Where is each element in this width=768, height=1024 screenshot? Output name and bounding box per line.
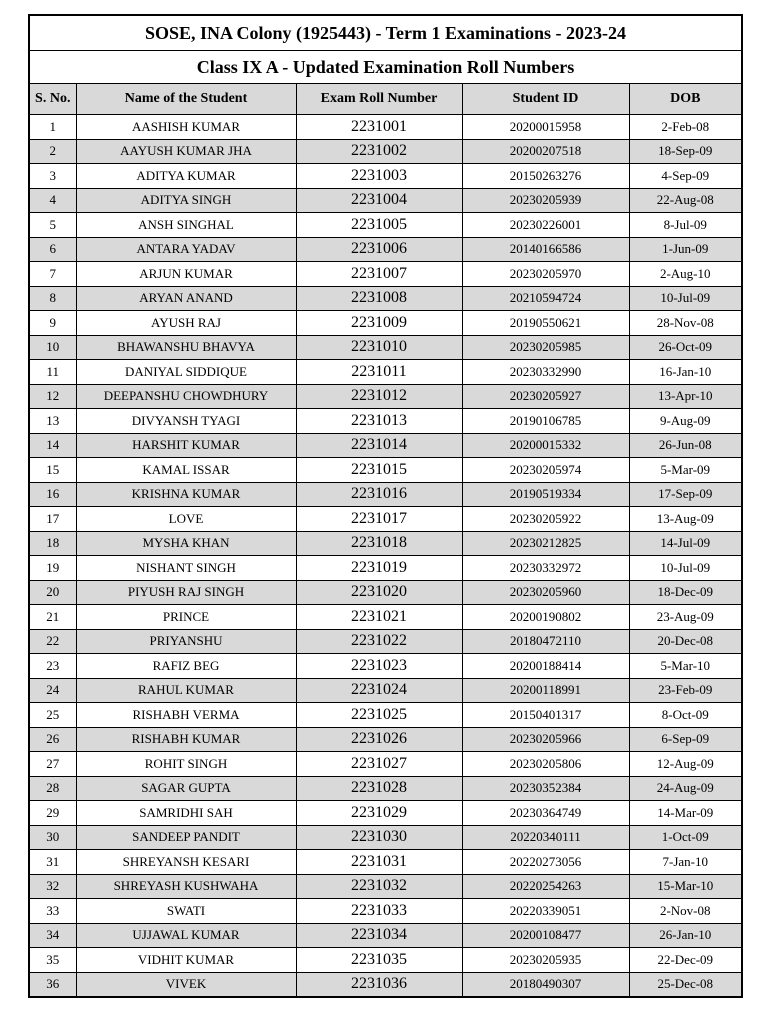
cell-student-id: 20230205939 <box>462 188 629 213</box>
cell-sno: 29 <box>29 801 76 826</box>
cell-student-id: 20220340111 <box>462 825 629 850</box>
cell-student-id: 20200015332 <box>462 433 629 458</box>
cell-name: MYSHA KHAN <box>76 531 296 556</box>
cell-sno: 36 <box>29 972 76 997</box>
cell-dob: 10-Jul-09 <box>629 556 742 581</box>
cell-roll: 2231008 <box>296 286 462 311</box>
cell-dob: 16-Jan-10 <box>629 360 742 385</box>
cell-sno: 19 <box>29 556 76 581</box>
cell-roll: 2231034 <box>296 923 462 948</box>
table-row <box>29 237 742 262</box>
table-row <box>29 899 742 924</box>
cell-name: ARYAN ANAND <box>76 286 296 311</box>
cell-roll: 2231010 <box>296 335 462 360</box>
cell-dob: 6-Sep-09 <box>629 727 742 752</box>
cell-sno: 15 <box>29 458 76 483</box>
column-header-roll: Exam Roll Number <box>296 84 462 115</box>
table-row <box>29 580 742 605</box>
cell-name: KAMAL ISSAR <box>76 458 296 483</box>
cell-name: ANTARA YADAV <box>76 237 296 262</box>
cell-name: PRIYANSHU <box>76 629 296 654</box>
table-row <box>29 703 742 728</box>
cell-student-id: 20230352384 <box>462 776 629 801</box>
cell-roll: 2231031 <box>296 850 462 875</box>
table-row <box>29 507 742 532</box>
cell-roll: 2231032 <box>296 874 462 899</box>
cell-dob: 1-Oct-09 <box>629 825 742 850</box>
cell-roll: 2231016 <box>296 482 462 507</box>
cell-dob: 14-Jul-09 <box>629 531 742 556</box>
cell-name: SHREYANSH KESARI <box>76 850 296 875</box>
cell-sno: 14 <box>29 433 76 458</box>
cell-roll: 2231001 <box>296 115 462 140</box>
roll-number-table <box>28 14 743 998</box>
cell-student-id: 20140166586 <box>462 237 629 262</box>
cell-dob: 26-Oct-09 <box>629 335 742 360</box>
cell-name: ADITYA SINGH <box>76 188 296 213</box>
cell-sno: 20 <box>29 580 76 605</box>
cell-name: SHREYASH KUSHWAHA <box>76 874 296 899</box>
cell-sno: 26 <box>29 727 76 752</box>
cell-sno: 5 <box>29 213 76 238</box>
cell-dob: 14-Mar-09 <box>629 801 742 826</box>
table-row <box>29 727 742 752</box>
cell-name: PIYUSH RAJ SINGH <box>76 580 296 605</box>
cell-name: VIDHIT KUMAR <box>76 948 296 973</box>
table-row <box>29 188 742 213</box>
cell-student-id: 20200118991 <box>462 678 629 703</box>
cell-name: BHAWANSHU BHAVYA <box>76 335 296 360</box>
cell-sno: 34 <box>29 923 76 948</box>
cell-dob: 18-Dec-09 <box>629 580 742 605</box>
cell-student-id: 20230226001 <box>462 213 629 238</box>
cell-roll: 2231014 <box>296 433 462 458</box>
cell-student-id: 20180490307 <box>462 972 629 997</box>
cell-roll: 2231002 <box>296 139 462 164</box>
table-row <box>29 948 742 973</box>
cell-sno: 22 <box>29 629 76 654</box>
cell-name: ANSH SINGHAL <box>76 213 296 238</box>
cell-roll: 2231035 <box>296 948 462 973</box>
table-row <box>29 262 742 287</box>
cell-sno: 11 <box>29 360 76 385</box>
cell-sno: 35 <box>29 948 76 973</box>
cell-roll: 2231021 <box>296 605 462 630</box>
cell-name: HARSHIT KUMAR <box>76 433 296 458</box>
cell-student-id: 20230205806 <box>462 752 629 777</box>
table-row <box>29 482 742 507</box>
cell-sno: 12 <box>29 384 76 409</box>
cell-name: SANDEEP PANDIT <box>76 825 296 850</box>
table-row <box>29 458 742 483</box>
title-row <box>29 15 742 51</box>
cell-dob: 1-Jun-09 <box>629 237 742 262</box>
cell-roll: 2231013 <box>296 409 462 434</box>
subtitle-row <box>29 51 742 84</box>
cell-name: ARJUN KUMAR <box>76 262 296 287</box>
cell-dob: 15-Mar-10 <box>629 874 742 899</box>
cell-student-id: 20230212825 <box>462 531 629 556</box>
table-row <box>29 286 742 311</box>
sheet-title: SOSE, INA Colony (1925443) - Term 1 Examinations - 2023-24 <box>29 15 742 51</box>
cell-roll: 2231015 <box>296 458 462 483</box>
cell-name: KRISHNA KUMAR <box>76 482 296 507</box>
cell-roll: 2231036 <box>296 972 462 997</box>
cell-roll: 2231017 <box>296 507 462 532</box>
cell-sno: 31 <box>29 850 76 875</box>
cell-sno: 16 <box>29 482 76 507</box>
cell-sno: 21 <box>29 605 76 630</box>
cell-name: AYUSH RAJ <box>76 311 296 336</box>
cell-roll: 2231022 <box>296 629 462 654</box>
cell-name: PRINCE <box>76 605 296 630</box>
cell-roll: 2231019 <box>296 556 462 581</box>
table-row <box>29 850 742 875</box>
cell-roll: 2231030 <box>296 825 462 850</box>
table-row <box>29 531 742 556</box>
cell-sno: 4 <box>29 188 76 213</box>
cell-student-id: 20230332972 <box>462 556 629 581</box>
cell-sno: 23 <box>29 654 76 679</box>
table-row <box>29 972 742 997</box>
cell-student-id: 20190519334 <box>462 482 629 507</box>
cell-student-id: 20230205922 <box>462 507 629 532</box>
cell-sno: 27 <box>29 752 76 777</box>
table-row <box>29 139 742 164</box>
column-header-student-id: Student ID <box>462 84 629 115</box>
cell-roll: 2231003 <box>296 164 462 189</box>
cell-sno: 9 <box>29 311 76 336</box>
cell-roll: 2231020 <box>296 580 462 605</box>
cell-dob: 17-Sep-09 <box>629 482 742 507</box>
cell-roll: 2231004 <box>296 188 462 213</box>
sheet-subtitle: Class IX A - Updated Examination Roll Numbers <box>29 51 742 84</box>
cell-roll: 2231011 <box>296 360 462 385</box>
cell-student-id: 20200190802 <box>462 605 629 630</box>
cell-student-id: 20230364749 <box>462 801 629 826</box>
cell-dob: 22-Dec-09 <box>629 948 742 973</box>
cell-roll: 2231025 <box>296 703 462 728</box>
cell-name: UJJAWAL KUMAR <box>76 923 296 948</box>
cell-student-id: 20150263276 <box>462 164 629 189</box>
cell-dob: 18-Sep-09 <box>629 139 742 164</box>
cell-sno: 7 <box>29 262 76 287</box>
table-row <box>29 629 742 654</box>
cell-sno: 3 <box>29 164 76 189</box>
cell-student-id: 20210594724 <box>462 286 629 311</box>
cell-name: RAFIZ BEG <box>76 654 296 679</box>
cell-name: ROHIT SINGH <box>76 752 296 777</box>
cell-dob: 23-Aug-09 <box>629 605 742 630</box>
cell-roll: 2231018 <box>296 531 462 556</box>
table-row <box>29 825 742 850</box>
cell-student-id: 20230205935 <box>462 948 629 973</box>
cell-student-id: 20200188414 <box>462 654 629 679</box>
cell-sno: 8 <box>29 286 76 311</box>
cell-sno: 1 <box>29 115 76 140</box>
cell-sno: 28 <box>29 776 76 801</box>
cell-dob: 22-Aug-08 <box>629 188 742 213</box>
cell-dob: 7-Jan-10 <box>629 850 742 875</box>
cell-name: VIVEK <box>76 972 296 997</box>
cell-sno: 24 <box>29 678 76 703</box>
cell-student-id: 20180472110 <box>462 629 629 654</box>
cell-student-id: 20220273056 <box>462 850 629 875</box>
table-row <box>29 654 742 679</box>
cell-student-id: 20200015958 <box>462 115 629 140</box>
cell-name: DIVYANSH TYAGI <box>76 409 296 434</box>
cell-roll: 2231023 <box>296 654 462 679</box>
cell-dob: 10-Jul-09 <box>629 286 742 311</box>
cell-sno: 17 <box>29 507 76 532</box>
cell-sno: 2 <box>29 139 76 164</box>
cell-dob: 2-Feb-08 <box>629 115 742 140</box>
cell-roll: 2231012 <box>296 384 462 409</box>
cell-dob: 13-Aug-09 <box>629 507 742 532</box>
cell-dob: 12-Aug-09 <box>629 752 742 777</box>
column-header-name: Name of the Student <box>76 84 296 115</box>
cell-sno: 13 <box>29 409 76 434</box>
cell-dob: 25-Dec-08 <box>629 972 742 997</box>
cell-student-id: 20230205960 <box>462 580 629 605</box>
cell-student-id: 20150401317 <box>462 703 629 728</box>
table-row <box>29 164 742 189</box>
cell-sno: 10 <box>29 335 76 360</box>
cell-dob: 2-Aug-10 <box>629 262 742 287</box>
cell-roll: 2231028 <box>296 776 462 801</box>
table-row <box>29 678 742 703</box>
cell-dob: 4-Sep-09 <box>629 164 742 189</box>
cell-name: AAYUSH KUMAR JHA <box>76 139 296 164</box>
cell-student-id: 20220339051 <box>462 899 629 924</box>
cell-student-id: 20230205927 <box>462 384 629 409</box>
column-header-sno: S. No. <box>29 84 76 115</box>
table-row <box>29 776 742 801</box>
cell-dob: 24-Aug-09 <box>629 776 742 801</box>
cell-roll: 2231029 <box>296 801 462 826</box>
cell-name: DANIYAL SIDDIQUE <box>76 360 296 385</box>
cell-name: RISHABH VERMA <box>76 703 296 728</box>
cell-student-id: 20220254263 <box>462 874 629 899</box>
cell-sno: 30 <box>29 825 76 850</box>
table-row <box>29 335 742 360</box>
cell-dob: 5-Mar-09 <box>629 458 742 483</box>
cell-dob: 2-Nov-08 <box>629 899 742 924</box>
cell-dob: 26-Jan-10 <box>629 923 742 948</box>
cell-roll: 2231033 <box>296 899 462 924</box>
cell-roll: 2231026 <box>296 727 462 752</box>
cell-student-id: 20200207518 <box>462 139 629 164</box>
cell-roll: 2231007 <box>296 262 462 287</box>
cell-name: AASHISH KUMAR <box>76 115 296 140</box>
cell-sno: 33 <box>29 899 76 924</box>
cell-dob: 8-Jul-09 <box>629 213 742 238</box>
table-row <box>29 752 742 777</box>
cell-name: DEEPANSHU CHOWDHURY <box>76 384 296 409</box>
cell-student-id: 20230205970 <box>462 262 629 287</box>
cell-dob: 20-Dec-08 <box>629 629 742 654</box>
cell-sno: 6 <box>29 237 76 262</box>
cell-dob: 5-Mar-10 <box>629 654 742 679</box>
cell-roll: 2231009 <box>296 311 462 336</box>
cell-dob: 13-Apr-10 <box>629 384 742 409</box>
table-row <box>29 409 742 434</box>
cell-dob: 28-Nov-08 <box>629 311 742 336</box>
cell-roll: 2231027 <box>296 752 462 777</box>
cell-dob: 23-Feb-09 <box>629 678 742 703</box>
table-row <box>29 923 742 948</box>
table-row <box>29 433 742 458</box>
cell-student-id: 20200108477 <box>462 923 629 948</box>
table-row <box>29 360 742 385</box>
cell-name: RAHUL KUMAR <box>76 678 296 703</box>
cell-name: LOVE <box>76 507 296 532</box>
cell-dob: 26-Jun-08 <box>629 433 742 458</box>
cell-student-id: 20230205974 <box>462 458 629 483</box>
cell-name: SWATI <box>76 899 296 924</box>
table-row <box>29 311 742 336</box>
cell-sno: 18 <box>29 531 76 556</box>
cell-dob: 8-Oct-09 <box>629 703 742 728</box>
cell-name: RISHABH KUMAR <box>76 727 296 752</box>
cell-student-id: 20230205985 <box>462 335 629 360</box>
table-row <box>29 556 742 581</box>
cell-name: SAMRIDHI SAH <box>76 801 296 826</box>
cell-name: ADITYA KUMAR <box>76 164 296 189</box>
table-row <box>29 605 742 630</box>
table-row <box>29 115 742 140</box>
cell-dob: 9-Aug-09 <box>629 409 742 434</box>
column-header-row <box>29 84 742 115</box>
cell-student-id: 20190550621 <box>462 311 629 336</box>
table-row <box>29 874 742 899</box>
cell-name: SAGAR GUPTA <box>76 776 296 801</box>
cell-name: NISHANT SINGH <box>76 556 296 581</box>
cell-student-id: 20230332990 <box>462 360 629 385</box>
cell-sno: 32 <box>29 874 76 899</box>
table-row <box>29 213 742 238</box>
cell-roll: 2231024 <box>296 678 462 703</box>
cell-roll: 2231006 <box>296 237 462 262</box>
table-row <box>29 384 742 409</box>
cell-student-id: 20190106785 <box>462 409 629 434</box>
cell-student-id: 20230205966 <box>462 727 629 752</box>
table-row <box>29 801 742 826</box>
cell-roll: 2231005 <box>296 213 462 238</box>
column-header-dob: DOB <box>629 84 742 115</box>
cell-sno: 25 <box>29 703 76 728</box>
